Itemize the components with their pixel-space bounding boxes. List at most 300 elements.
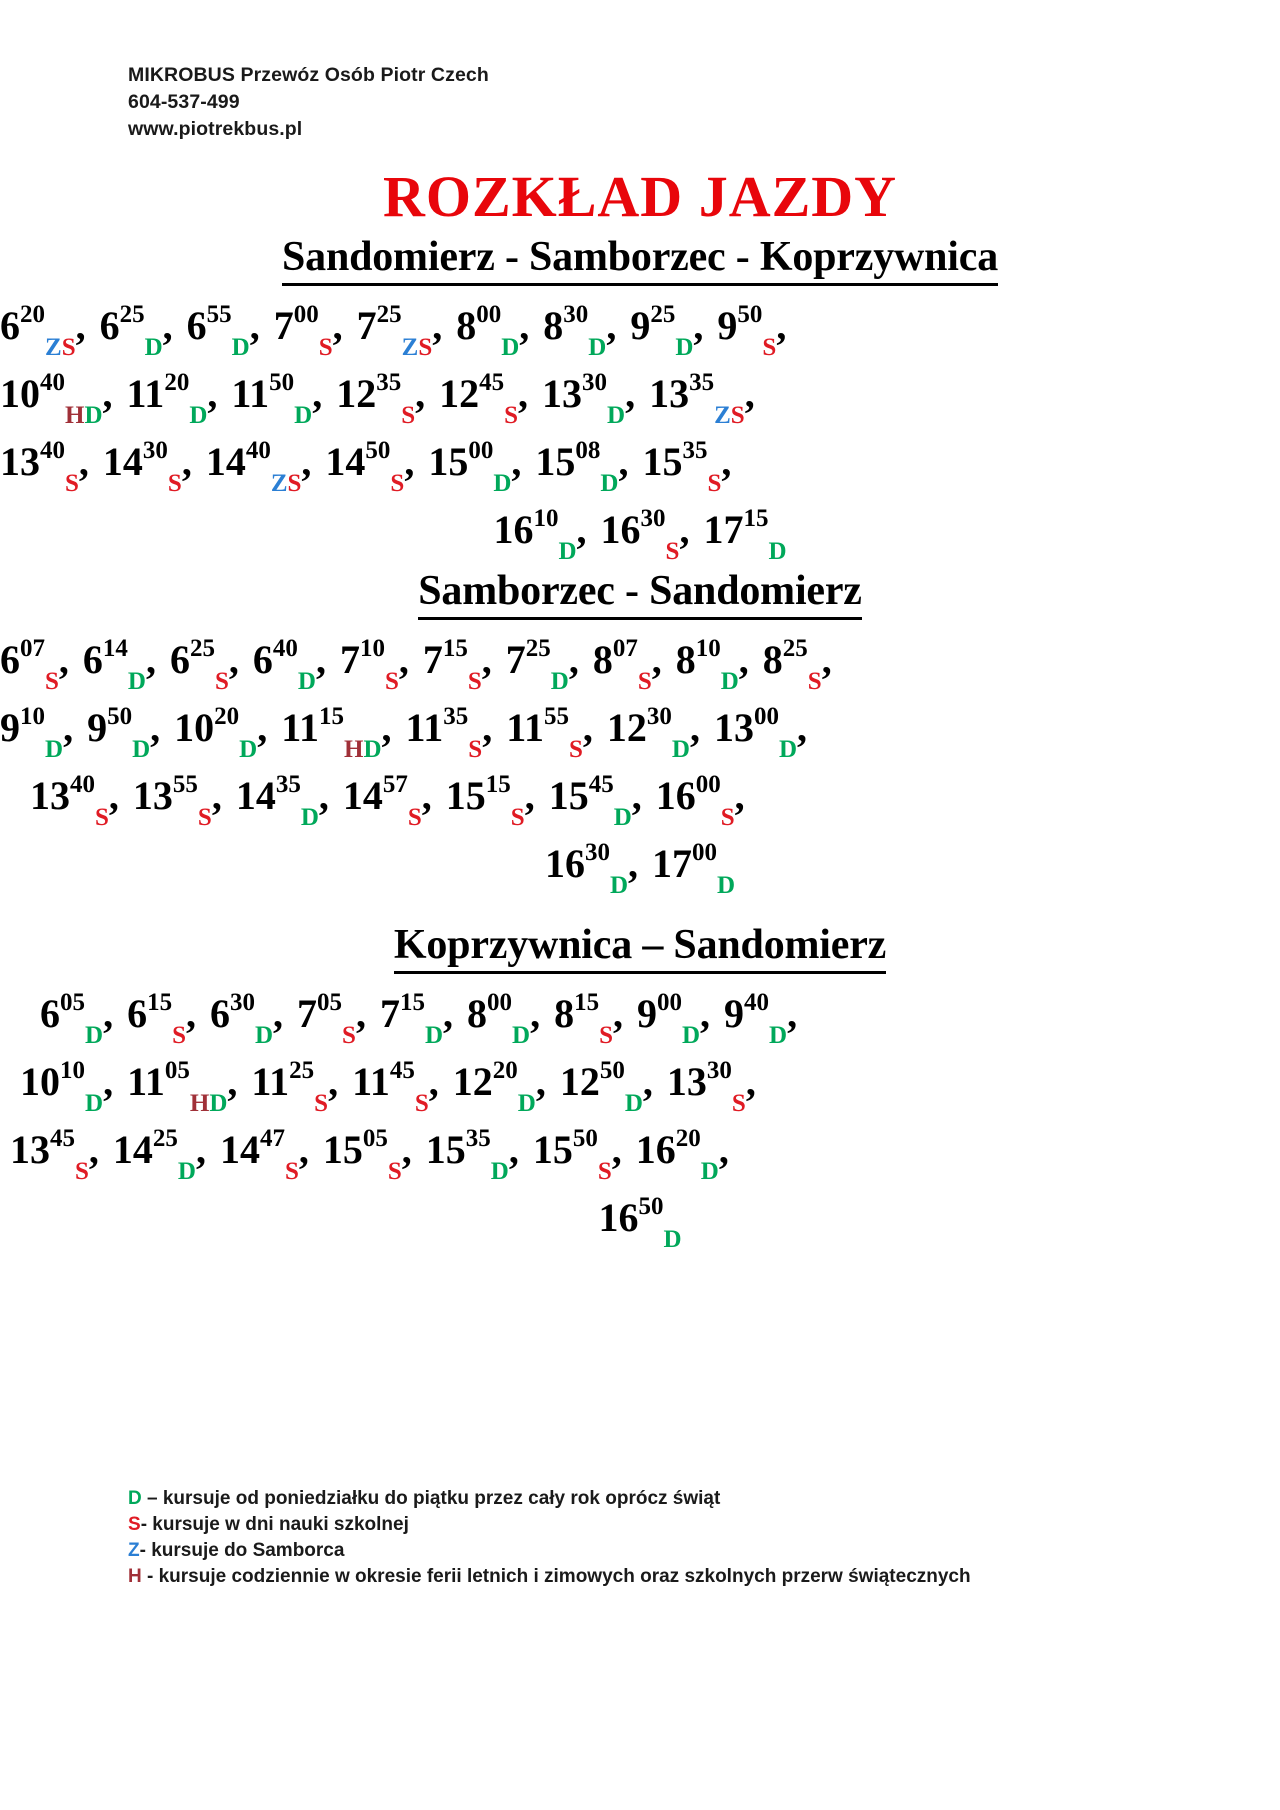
time-code-group — [714, 371, 745, 429]
departure-time — [636, 988, 711, 1049]
time-code-group — [501, 303, 520, 361]
page-title: ROZKŁAD JAZDY — [382, 164, 898, 229]
time-code-group — [588, 303, 607, 361]
time-code-D: D — [45, 736, 64, 763]
route-section — [0, 232, 1280, 564]
time-separator: , — [421, 773, 432, 818]
time-separator: , — [482, 705, 493, 750]
time-minute: 25 — [189, 634, 215, 662]
time-separator: , — [530, 991, 541, 1036]
time-code-S: S — [167, 470, 182, 497]
time-code-S: S — [390, 470, 405, 497]
time-separator: , — [301, 439, 312, 484]
time-hour: 17 — [652, 841, 692, 886]
time-minute: 25 — [376, 300, 402, 328]
time-separator: , — [328, 1059, 339, 1104]
time-hour: 10 — [174, 705, 215, 750]
time-hour: 14 — [342, 773, 383, 818]
time-minute: 05 — [362, 1124, 388, 1152]
departure-time — [342, 770, 432, 831]
time-code-group — [294, 371, 313, 429]
time-code-group — [127, 637, 146, 695]
time-code-S: S — [342, 1022, 356, 1049]
time-minute: 05 — [60, 988, 85, 1016]
time-code-group — [675, 303, 694, 361]
time-hour: 16 — [493, 507, 534, 552]
time-code-group — [407, 773, 422, 831]
departure-time — [356, 300, 443, 361]
time-code-S: S — [75, 1158, 89, 1185]
time-minute: 40 — [744, 988, 770, 1016]
time-minute: 25 — [152, 1124, 178, 1152]
company-header — [128, 62, 489, 143]
time-hour: 15 — [445, 773, 486, 818]
time-minute: 40 — [40, 436, 65, 464]
company-name: MIKROBUS Przewóz Osób Piotr Czech — [128, 64, 489, 86]
time-code-D: D — [517, 1090, 536, 1117]
time-separator: , — [257, 705, 268, 750]
time-code-D: D — [297, 668, 316, 695]
time-code-group — [493, 439, 512, 497]
time-code-group — [707, 439, 722, 497]
time-code-S: S — [467, 668, 482, 695]
time-separator: , — [207, 371, 218, 416]
time-code-S: S — [762, 334, 777, 361]
time-hour: 6 — [82, 637, 103, 682]
departure-time — [592, 634, 662, 695]
time-hour: 8 — [592, 637, 613, 682]
time-minute: 14 — [102, 634, 128, 662]
route-heading — [0, 920, 1280, 974]
time-minute: 55 — [172, 770, 198, 798]
times-row — [0, 980, 1280, 1048]
time-code-group — [75, 1127, 89, 1185]
time-code-group — [504, 371, 519, 429]
time-code-D: D — [363, 736, 382, 763]
route-heading-text: Sandomierz - Samborzec - Koprzywnica — [282, 232, 998, 286]
time-separator: , — [628, 841, 638, 886]
time-separator: , — [428, 1059, 439, 1104]
time-minute: 15 — [318, 702, 344, 730]
time-separator: , — [618, 439, 629, 484]
time-minute: 25 — [119, 300, 145, 328]
time-hour: 9 — [630, 303, 651, 348]
time-hour: 17 — [703, 507, 744, 552]
time-separator: , — [738, 637, 749, 682]
time-minute: 35 — [689, 368, 715, 396]
departure-time — [30, 770, 119, 831]
departure-time — [0, 436, 89, 497]
time-minute: 25 — [289, 1056, 315, 1084]
time-code-group — [254, 991, 274, 1049]
time-separator: , — [75, 303, 86, 348]
time-hour: 13 — [666, 1059, 707, 1104]
departure-time — [20, 1056, 114, 1117]
departure-time — [548, 770, 642, 831]
legend — [128, 1486, 1008, 1590]
time-code-S: S — [807, 668, 822, 695]
time-hour: 13 — [30, 773, 70, 818]
times-row — [0, 1048, 1280, 1116]
time-code-group — [762, 303, 777, 361]
time-minute: 00 — [753, 702, 779, 730]
time-code-group — [189, 371, 208, 429]
route-heading — [0, 232, 1280, 286]
time-minute: 20 — [164, 368, 190, 396]
time-code-group — [597, 1127, 612, 1185]
departure-time — [209, 988, 284, 1049]
departure-time — [235, 770, 329, 831]
time-hour: 9 — [636, 991, 657, 1036]
time-hour: 11 — [506, 705, 544, 750]
time-minute: 35 — [275, 770, 301, 798]
time-code-S: S — [401, 402, 416, 429]
time-hour: 12 — [606, 705, 647, 750]
time-separator: , — [332, 303, 343, 348]
time-separator: , — [821, 637, 832, 682]
time-separator: , — [315, 637, 326, 682]
time-minute: 05 — [317, 988, 343, 1016]
time-minute: 30 — [640, 504, 666, 532]
time-minute: 40 — [272, 634, 298, 662]
time-hour: 6 — [169, 637, 190, 682]
time-code-group — [599, 991, 613, 1049]
time-minute: 07 — [612, 634, 638, 662]
time-minute: 00 — [293, 300, 319, 328]
time-code-D: D — [700, 1158, 719, 1185]
time-minute: 50 — [365, 436, 391, 464]
time-code-S: S — [504, 402, 519, 429]
time-minute: 25 — [525, 634, 551, 662]
time-code-S: S — [665, 538, 680, 565]
time-code-group — [318, 303, 333, 361]
time-code-group — [600, 439, 619, 497]
time-separator: , — [631, 773, 642, 818]
time-separator: , — [211, 773, 222, 818]
time-code-group — [401, 303, 433, 361]
time-minute: 00 — [487, 988, 512, 1016]
time-code-group — [624, 1059, 643, 1117]
time-hour: 12 — [452, 1059, 493, 1104]
time-minute: 47 — [259, 1124, 285, 1152]
time-hour: 9 — [717, 303, 738, 348]
time-hour: 7 — [339, 637, 360, 682]
time-code-D: D — [778, 736, 798, 763]
departure-time — [352, 1056, 439, 1117]
time-hour: 12 — [439, 371, 480, 416]
time-hour: 15 — [535, 439, 576, 484]
time-hour: 13 — [542, 371, 583, 416]
departure-time — [0, 300, 86, 361]
time-code-group — [665, 507, 680, 565]
time-minute: 57 — [382, 770, 408, 798]
time-separator: , — [103, 1059, 114, 1104]
time-separator: , — [195, 1127, 206, 1172]
departure-time — [600, 504, 690, 565]
legend-line — [128, 1564, 1008, 1590]
departure-time — [0, 702, 74, 763]
time-minute: 40 — [70, 770, 95, 798]
route-section — [0, 920, 1280, 1252]
time-separator: , — [511, 439, 522, 484]
time-code-group — [177, 1127, 196, 1185]
time-separator: , — [642, 1059, 653, 1104]
time-code-group — [468, 705, 483, 763]
departure-time — [0, 634, 69, 695]
time-minute: 30 — [142, 436, 168, 464]
time-code-group — [45, 637, 59, 695]
departure-time — [273, 300, 343, 361]
time-hour: 11 — [126, 371, 165, 416]
time-code-D: D — [501, 334, 520, 361]
time-code-group — [65, 371, 103, 429]
departure-time — [425, 1124, 519, 1185]
departure-time — [99, 300, 173, 361]
departure-time — [713, 702, 808, 763]
company-phone: 604-537-499 — [128, 91, 240, 113]
time-hour: 12 — [559, 1059, 600, 1104]
time-minute: 20 — [675, 1124, 701, 1152]
departure-time — [439, 368, 529, 429]
time-hour: 10 — [20, 1059, 60, 1104]
time-code-D: D — [209, 1090, 228, 1117]
departure-time — [724, 988, 798, 1049]
legend-description: - kursuje codziennie w okresie ferii letnich i zimowych oraz szkolnych przerw świątecznych — [141, 1566, 971, 1587]
departure-time — [554, 988, 623, 1049]
time-code-group — [390, 439, 405, 497]
time-minute: 00 — [692, 838, 717, 866]
time-hour: 15 — [532, 1127, 573, 1172]
time-minute: 10 — [60, 1056, 85, 1084]
legend-code-D: D — [128, 1488, 142, 1509]
departure-time — [559, 1056, 653, 1117]
time-code-S: S — [707, 470, 722, 497]
time-code-group — [197, 773, 212, 831]
departure-time — [598, 1192, 682, 1253]
time-minute: 40 — [245, 436, 271, 464]
departure-time — [506, 702, 593, 763]
time-minute: 55 — [544, 702, 569, 730]
time-code-group — [731, 1059, 746, 1117]
time-code-group — [231, 303, 250, 361]
time-code-D: D — [85, 1022, 104, 1049]
times-row — [0, 1116, 1280, 1184]
time-separator: , — [103, 991, 114, 1036]
time-hour: 11 — [352, 1059, 390, 1104]
time-code-S: S — [61, 334, 76, 361]
times-row — [0, 292, 1280, 360]
time-code-D: D — [493, 470, 512, 497]
time-separator: , — [700, 991, 711, 1036]
time-hour: 15 — [322, 1127, 363, 1172]
time-code-D: D — [675, 334, 694, 361]
time-code-S: S — [407, 804, 422, 831]
time-code-group — [768, 507, 787, 565]
departure-time — [493, 504, 587, 565]
time-code-group — [401, 371, 416, 429]
departure-time — [445, 770, 535, 831]
time-separator: , — [108, 773, 119, 818]
time-separator: , — [693, 303, 704, 348]
departure-time — [219, 1124, 309, 1185]
departure-time — [0, 368, 113, 429]
time-hour: 13 — [10, 1127, 50, 1172]
time-code-D: D — [663, 1226, 682, 1253]
time-code-group — [314, 1059, 329, 1117]
time-code-group — [172, 991, 186, 1049]
time-code-D: D — [720, 668, 739, 695]
time-code-group — [490, 1127, 509, 1185]
time-minute: 50 — [107, 702, 133, 730]
time-code-group — [45, 303, 76, 361]
time-code-D: D — [294, 402, 313, 429]
time-separator: , — [63, 705, 74, 750]
departure-time — [544, 838, 638, 899]
time-hour: 14 — [102, 439, 143, 484]
route-section — [0, 566, 1280, 898]
time-code-group — [769, 991, 788, 1049]
time-code-D: D — [84, 402, 103, 429]
departure-time — [428, 436, 522, 497]
time-separator: , — [415, 371, 426, 416]
time-hour: 14 — [325, 439, 366, 484]
time-hour: 7 — [422, 637, 443, 682]
departure-time — [10, 1124, 99, 1185]
time-hour: 7 — [297, 991, 318, 1036]
time-code-S: S — [599, 1022, 613, 1049]
time-separator: , — [576, 507, 587, 552]
time-separator: , — [227, 1059, 238, 1104]
time-separator: , — [797, 705, 808, 750]
time-hour: 8 — [675, 637, 696, 682]
time-minute: 40 — [40, 368, 65, 396]
time-code-group — [85, 991, 104, 1049]
time-code-group — [569, 705, 583, 763]
time-code-D: D — [254, 1022, 274, 1049]
time-code-group — [214, 637, 229, 695]
time-hour: 8 — [554, 991, 575, 1036]
time-hour: 15 — [642, 439, 683, 484]
time-code-D: D — [769, 1022, 788, 1049]
time-separator: , — [787, 991, 798, 1036]
departure-time — [505, 634, 579, 695]
time-minute: 15 — [574, 988, 600, 1016]
time-minute: 10 — [359, 634, 385, 662]
time-code-group — [387, 1127, 402, 1185]
time-separator: , — [744, 371, 755, 416]
route-heading — [0, 566, 1280, 620]
time-hour: 10 — [0, 371, 40, 416]
time-hour: 11 — [231, 371, 270, 416]
time-separator: , — [611, 1127, 622, 1172]
time-hour: 14 — [219, 1127, 260, 1172]
departure-time — [642, 436, 732, 497]
time-separator: , — [398, 637, 409, 682]
time-separator: , — [102, 371, 113, 416]
time-minute: 30 — [563, 300, 589, 328]
time-separator: , — [568, 637, 579, 682]
time-code-group — [607, 371, 626, 429]
time-minute: 15 — [399, 988, 425, 1016]
departure-time — [325, 436, 415, 497]
time-separator: , — [443, 991, 453, 1036]
time-code-D: D — [681, 1022, 701, 1049]
time-minute: 20 — [492, 1056, 518, 1084]
time-code-D: D — [609, 872, 628, 899]
time-code-group — [778, 705, 798, 763]
departure-time — [231, 368, 323, 429]
times-row — [0, 830, 1280, 898]
departure-time — [297, 988, 366, 1049]
time-code-group — [663, 1195, 682, 1253]
time-code-S: S — [214, 668, 229, 695]
departure-time — [535, 436, 629, 497]
times-row — [0, 762, 1280, 830]
time-minute: 00 — [476, 300, 502, 328]
time-code-Z: Z — [714, 402, 731, 429]
time-code-group — [144, 303, 163, 361]
time-minute: 50 — [599, 1056, 625, 1084]
time-code-S: S — [172, 1022, 186, 1049]
departure-time — [717, 300, 787, 361]
departure-time — [405, 702, 493, 763]
time-hour: 12 — [336, 371, 377, 416]
departure-time — [87, 702, 161, 763]
time-separator: , — [88, 1127, 99, 1172]
time-hour: 7 — [505, 637, 526, 682]
time-minute: 20 — [214, 702, 240, 730]
time-hour: 6 — [99, 303, 120, 348]
time-minute: 30 — [646, 702, 672, 730]
departure-time — [322, 1124, 412, 1185]
time-separator: , — [718, 1127, 729, 1172]
time-code-group — [510, 773, 525, 831]
time-minute: 45 — [588, 770, 614, 798]
departure-time — [281, 702, 392, 763]
time-hour: 6 — [0, 637, 20, 682]
time-separator: , — [401, 1127, 412, 1172]
time-minute: 45 — [50, 1124, 75, 1152]
time-minute: 45 — [389, 1056, 415, 1084]
time-separator: , — [679, 507, 690, 552]
departure-time — [126, 368, 218, 429]
time-code-D: D — [613, 804, 632, 831]
time-minute: 00 — [695, 770, 721, 798]
legend-line — [128, 1486, 1008, 1512]
time-hour: 16 — [635, 1127, 676, 1172]
time-code-group — [300, 773, 319, 831]
time-minute: 00 — [656, 988, 682, 1016]
time-code-D: D — [231, 334, 250, 361]
departure-time — [102, 436, 192, 497]
time-separator: , — [404, 439, 415, 484]
departure-time — [127, 1056, 238, 1117]
times-row — [0, 626, 1280, 694]
time-minute: 10 — [695, 634, 721, 662]
legend-line — [128, 1512, 1008, 1538]
time-minute: 15 — [442, 634, 468, 662]
time-separator: , — [273, 991, 284, 1036]
time-minute: 50 — [269, 368, 295, 396]
time-code-group — [467, 637, 482, 695]
time-code-group — [720, 637, 739, 695]
time-code-S: S — [284, 1158, 299, 1185]
time-code-group — [65, 439, 79, 497]
time-hour: 14 — [112, 1127, 153, 1172]
time-separator: , — [508, 1127, 519, 1172]
time-separator: , — [734, 773, 745, 818]
departure-times — [0, 292, 1280, 564]
